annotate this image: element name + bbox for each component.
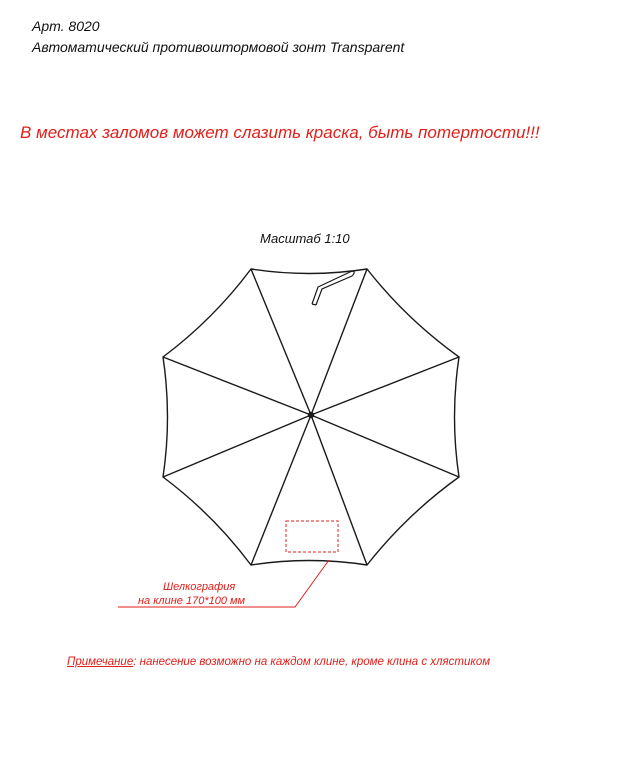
note-text (67, 656, 490, 668)
handle-icon (312, 271, 354, 305)
umbrella-center (309, 413, 314, 418)
umbrella-rib (311, 415, 459, 477)
umbrella-rib (311, 269, 367, 415)
print-method-label: Шелкография (163, 581, 236, 593)
umbrella-rib (163, 415, 311, 477)
umbrella-rib (163, 357, 311, 415)
note-label: Примечание (67, 656, 134, 668)
umbrella-rib (251, 269, 311, 415)
print-size-label: на клине 170*100 мм (138, 595, 246, 607)
note-body: : нанесение возможно на каждом клине, кроме клина с хлястиком (133, 656, 491, 668)
umbrella-rib (251, 415, 311, 565)
article-number: Арт. 8020 (32, 18, 100, 34)
product-title: Автоматический противоштормовой зонт Transparent (32, 39, 405, 55)
print-area-box (286, 521, 338, 552)
umbrella-rib (311, 415, 367, 565)
warning-text: В местах заломов может слазить краска, быть потертости!!! (20, 123, 540, 142)
umbrella-rib (311, 357, 459, 415)
scale-label: Масштаб 1:10 (260, 231, 350, 246)
